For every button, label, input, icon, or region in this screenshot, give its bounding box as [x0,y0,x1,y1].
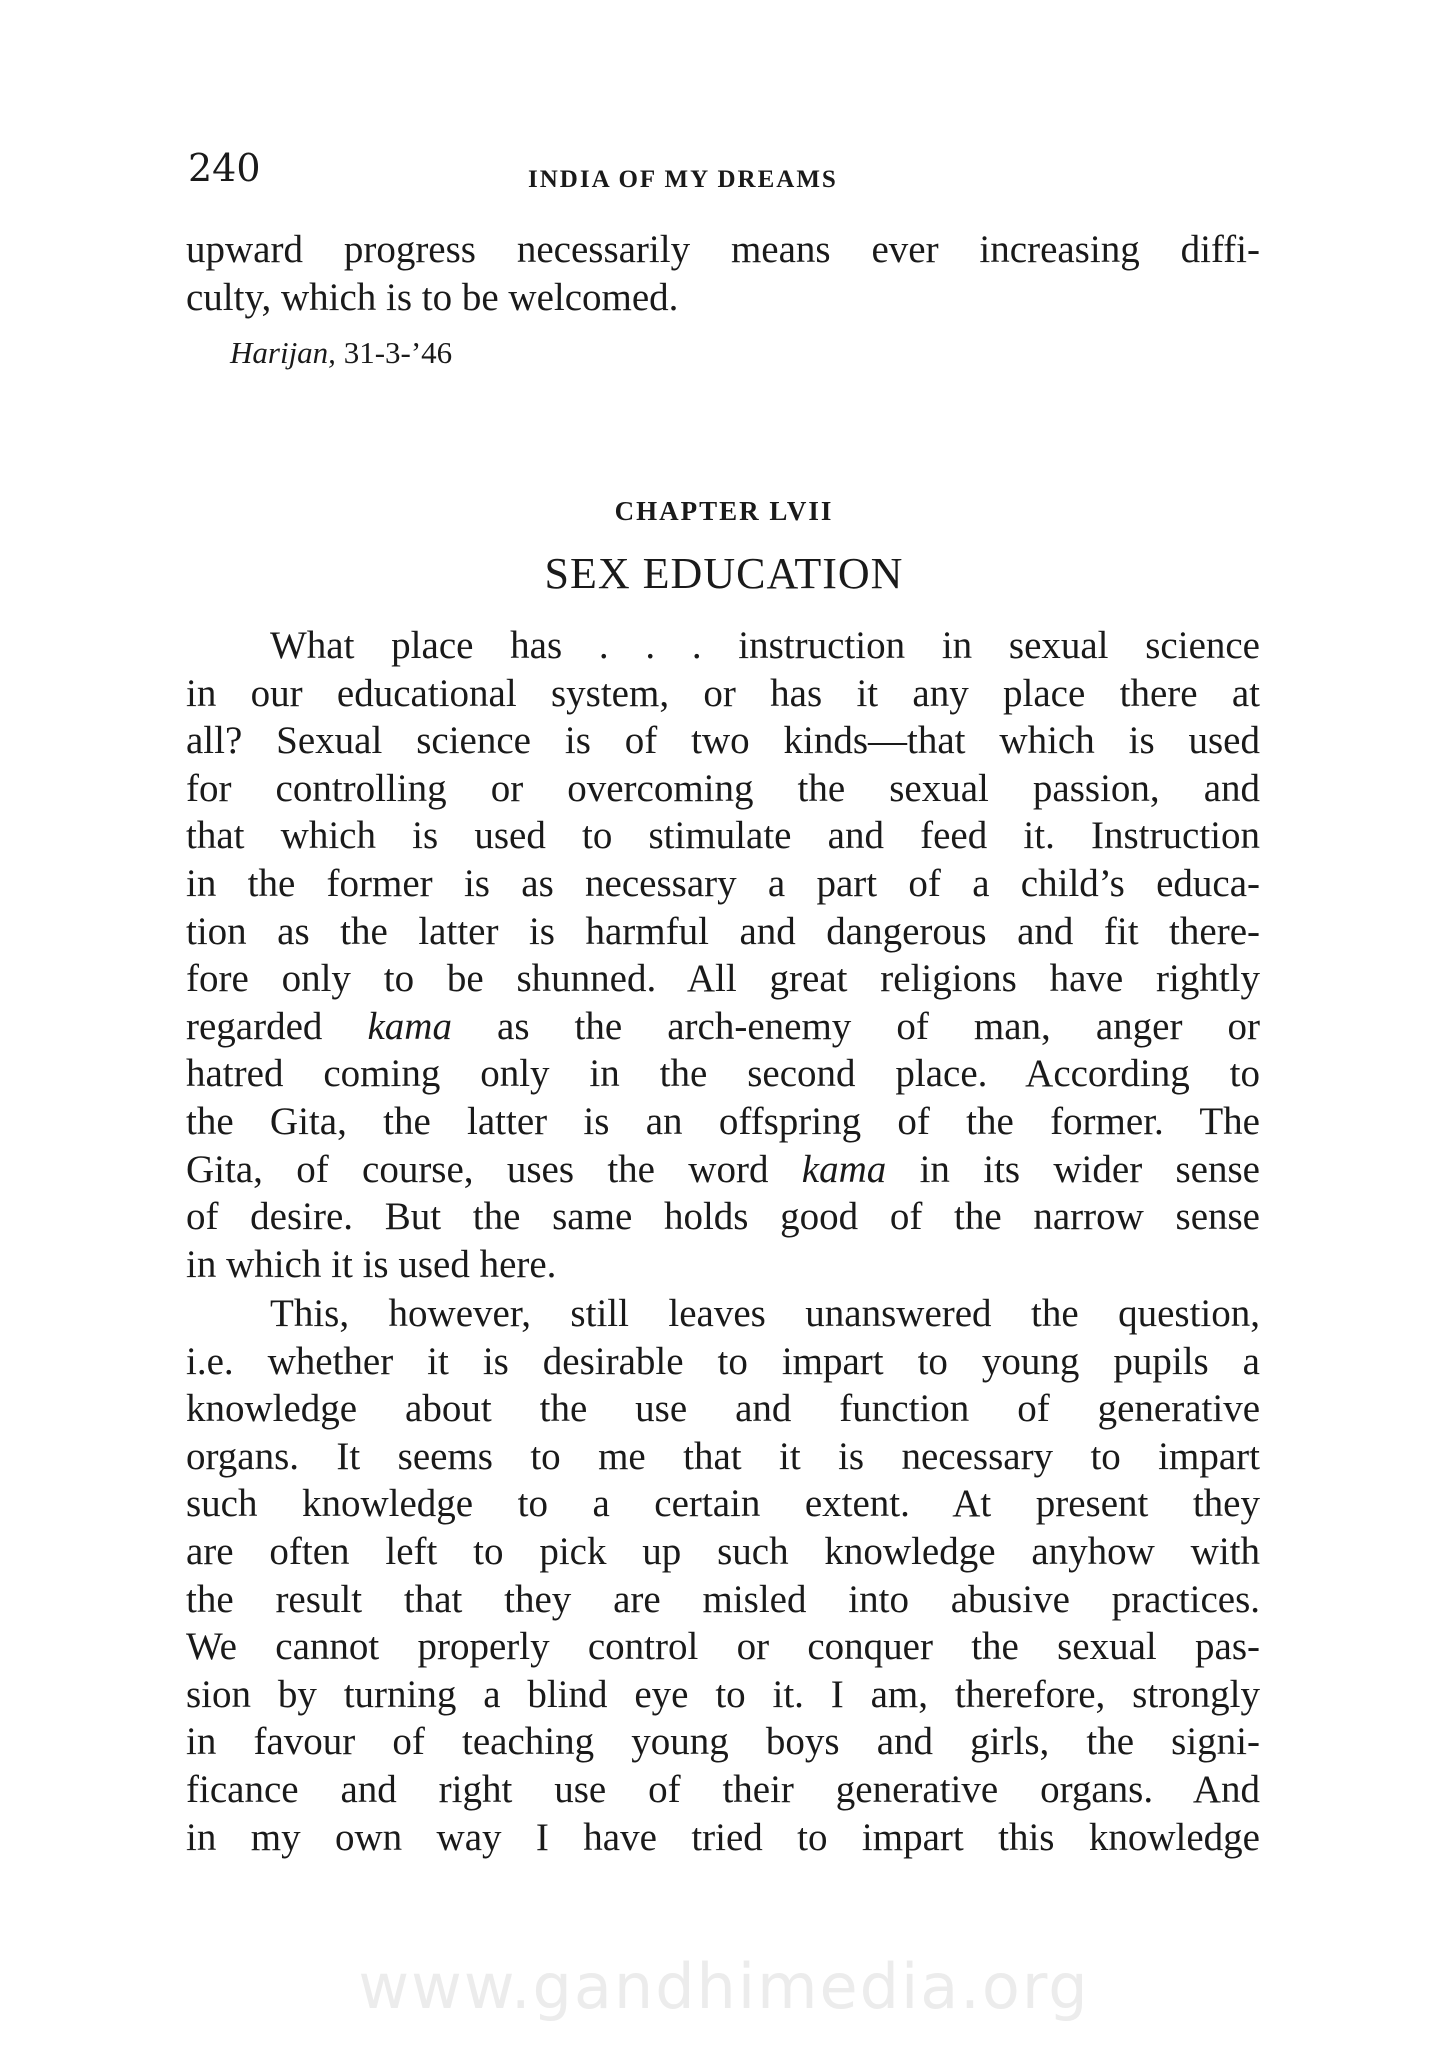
text-line: of desire. But the same holds good of the narrow sense [186,1195,1260,1239]
chapter-label: CHAPTER LVII [614,496,834,526]
running-head: INDIA OF MY DREAMS [528,166,838,193]
page-number: 240 [188,146,261,190]
text-line: fore only to be shunned. All great religions have rightly [186,957,1260,1001]
text-line: in the former is as necessary a part of a child’s educa- [186,861,1260,905]
text-line: in favour of teaching young boys and girls, the signi- [186,1720,1260,1764]
text-line: We cannot properly control or conquer the sexual pas- [186,1625,1260,1669]
carryover-paragraph [186,226,1260,321]
text-line: culty, which is to be welcomed. [186,275,679,319]
text-line: in our educational system, or has it any place there at [186,671,1260,715]
text-line: all? Sexual science is of two kinds—that which is used [186,719,1260,763]
text-line: regarded kama as the arch-enemy of man, anger or [186,1004,1260,1048]
italic-term: kama [367,1004,452,1048]
text-line: such knowledge to a certain extent. At present they [186,1482,1260,1526]
paragraph-1 [186,622,1260,1288]
text-line: ficance and right use of their generative organs. And [186,1767,1260,1811]
text-line: in which it is used here. [186,1242,557,1286]
text-line: for controlling or overcoming the sexual passion, and [186,766,1260,810]
text-line: upward progress necessarily means ever increasing diffi- [186,228,1260,271]
watermark: www.gandhimedia.org [358,1950,1090,2023]
text-line: What place has . . . instruction in sexual science [270,624,1260,667]
text-line: organs. It seems to me that it is necessary to impart [186,1434,1260,1478]
source-date: 31-3-’46 [343,335,453,370]
source-citation [230,335,452,371]
text-line: that which is used to stimulate and feed it. Instruction [186,814,1260,858]
paragraph-2 [186,1290,1260,1861]
text-line: i.e. whether it is desirable to impart to young pupils a [186,1339,1260,1383]
text-line: This, however, still leaves unanswered the question, [270,1292,1260,1335]
text-line: are often left to pick up such knowledge anyhow with [186,1529,1260,1573]
source-publication: Harijan, [230,335,336,370]
chapter-title: SEX EDUCATION [544,549,904,598]
text-line: knowledge about the use and function of generative [186,1387,1260,1431]
text-line: hatred coming only in the second place. According to [186,1052,1260,1096]
text-line: in my own way I have tried to impart this knowledge [186,1815,1260,1859]
text-line: the result that they are misled into abusive practices. [186,1577,1260,1621]
text-line: the Gita, the latter is an offspring of the former. The [186,1099,1260,1143]
text-line: tion as the latter is harmful and dangerous and fit there- [186,909,1260,953]
text-line: Gita, of course, uses the word kama in its wider sense [186,1147,1260,1191]
italic-term: kama [801,1147,887,1191]
text-line: sion by turning a blind eye to it. I am, therefore, strongly [186,1672,1260,1716]
